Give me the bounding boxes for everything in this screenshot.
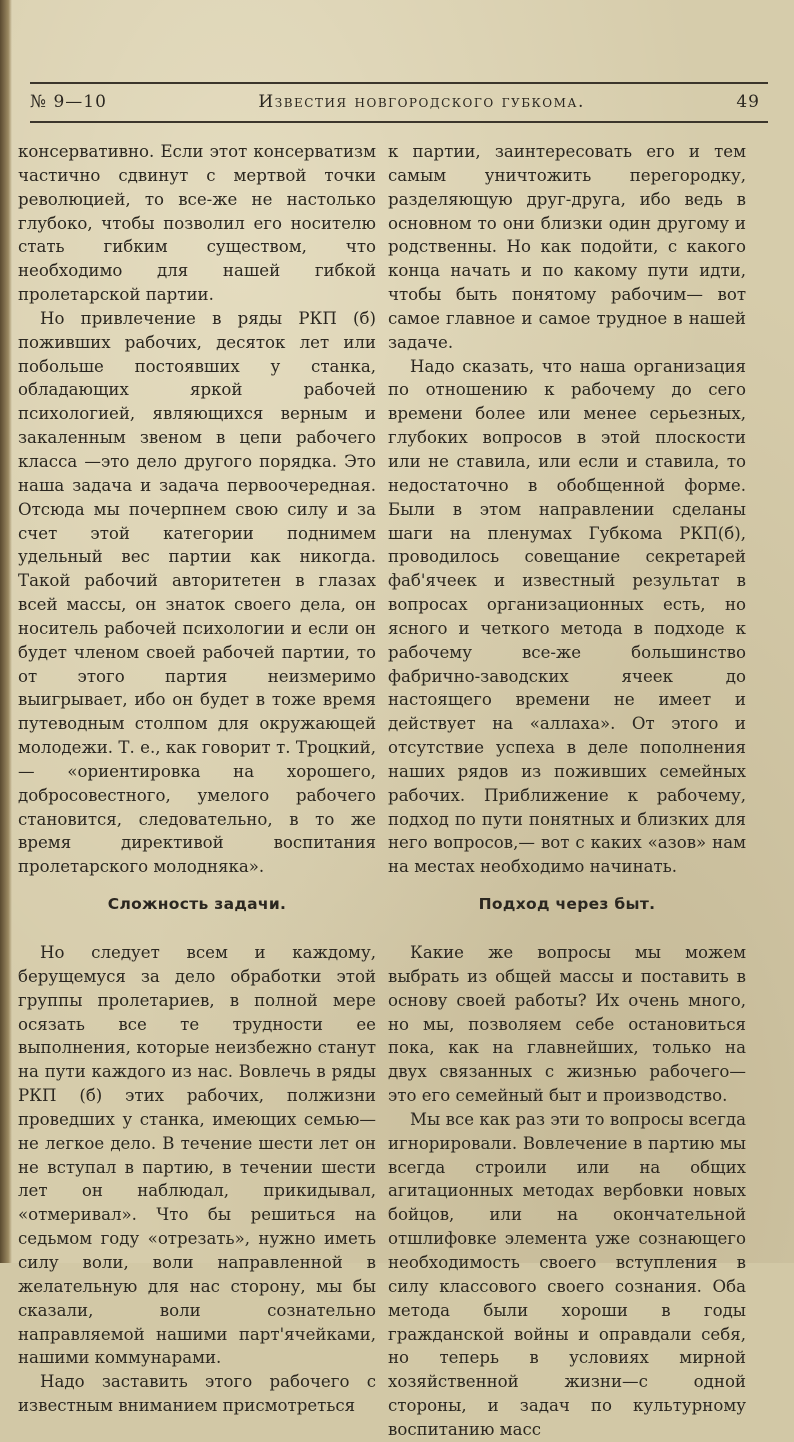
paragraph: Надо заставить этого рабочего с известным вниманием присмотреться	[18, 1372, 376, 1416]
section-heading: Подход через быт.	[478, 895, 656, 914]
header-bottom-rule	[30, 121, 768, 123]
page-header	[30, 84, 760, 120]
binding-edge	[0, 0, 12, 1263]
paragraph: консервативно. Если этот консерватизм частично сдвинут с мертвой точки революцией, то все-же не настолько глубоко, чтобы позволил его носителю стать гибким существом, что необходимо для нашей гибкой пролетарской партии.	[18, 142, 376, 305]
paragraph: Но привлечение в ряды РКП (б) поживших рабочих, десяток лет или побольше постоявших у станка, обладающих яркой рабочей психологией, являющихся верным и закаленным звеном в цепи рабочего класса —это дело другого порядка. Это наша задача и задача первоочередная. Отсюда мы почерпнем свою силу и за счет этой категории поднимем удельный вес партии как никогда. Такой рабочий авторитетен в глазах всей массы, он знаток своего дела, он носитель рабочей психологии и если он будет членом своей рабочей партии, то от этого партия неизмеримо выигрывает, ибо он будет в тоже время путеводным столпом для окружающей молодежи. Т. е., как говорит т. Троцкий,— «ориентировка на хорошего, добросовестного, умелого рабочего становится, следовательно, в то же время директивой воспитания пролетарского молодняка».	[18, 308, 376, 877]
right-column	[388, 140, 746, 1442]
paragraph: Надо сказать, что наша организация по отношению к рабочему до сего времени более или менее серьезных, глубоких вопросов в этой плоскости или не ставила, или если и ставила, то недостаточно в обобщенной форме. Были в этом направлении сделаны шаги на пленумах Губкома РКП(б), проводилось совещание секретарей фаб'ячеек и известный результат в вопросах организационных есть, но ясного и четкого метода в подходе к рабочему все-же большинство фабрично-заводских ячеек до настоящего времени не имеет и действует на «аллаха». От этого и отсутствие успеха в деле пополнения наших рядов из поживших семейных рабочих. Приближение к рабочему, подход по пути понятных и близких для него вопросов,— вот с каких «азов» нам на местах необходимо начинать.	[388, 356, 746, 877]
paragraph: Но следует всем и каждому, берущемуся за дело обработки этой группы пролетариев, в полной мере осязать все те трудности ее выполнения, которые неизбежно станут на пути каждого из нас. Вовлечь в ряды РКП (б) этих рабочих, полжизни проведших у станка, имеющих семью—не легкое дело. В течение шести лет он не вступал в партию, в течении шести лет он наблюдал, прикидывал, «отмеривал». Что бы решиться на седьмом году «отрезать», нужно иметь силу воли, воли направленной в желательную для нас сторону, мы бы сказали, воли сознательно направляемой нашими парт'ячейками, нашими коммунарами.	[18, 943, 376, 1368]
paragraph: Мы все как раз эти то вопросы всегда игнорировали. Вовлечение в партию мы всегда строили или на общих агитационных методах вербовки новых бойцов, или на окончательной отшлифовке элемента уже сознающего необходимость своего вступления в силу классового своего сознания. Оба метода были хороши в годы гражданской войны и оправдали себя, но теперь в условиях мирной хозяйственной жизни—с одной стороны, и задач по культурному воспитанию масс	[388, 1109, 746, 1439]
journal-title: Известия новгородского губкома.	[258, 92, 585, 112]
paragraph: Какие же вопросы мы можем выбрать из общей массы и поставить в основу своей работы? Их очень много, но мы, позволяем себе остановиться пока, как на главнейших, только на двух связанных с жизнью рабочего— это его семейный быт и производство.	[388, 943, 746, 1106]
paragraph: к партии, заинтересовать его и тем самым уничтожить перегородку, разделяющую друг-друга, ибо ведь в основном то они близки один другому и родственны. Но как подойти, с какого конца начать и по какому пути идти, чтобы быть понятому рабочим— вот самое главное и самое трудное в нашей задаче.	[388, 142, 746, 352]
left-column	[18, 140, 376, 1418]
issue-number: № 9—10	[30, 92, 107, 112]
page-number: 49	[736, 92, 760, 112]
section-heading: Сложность задачи.	[107, 895, 287, 914]
